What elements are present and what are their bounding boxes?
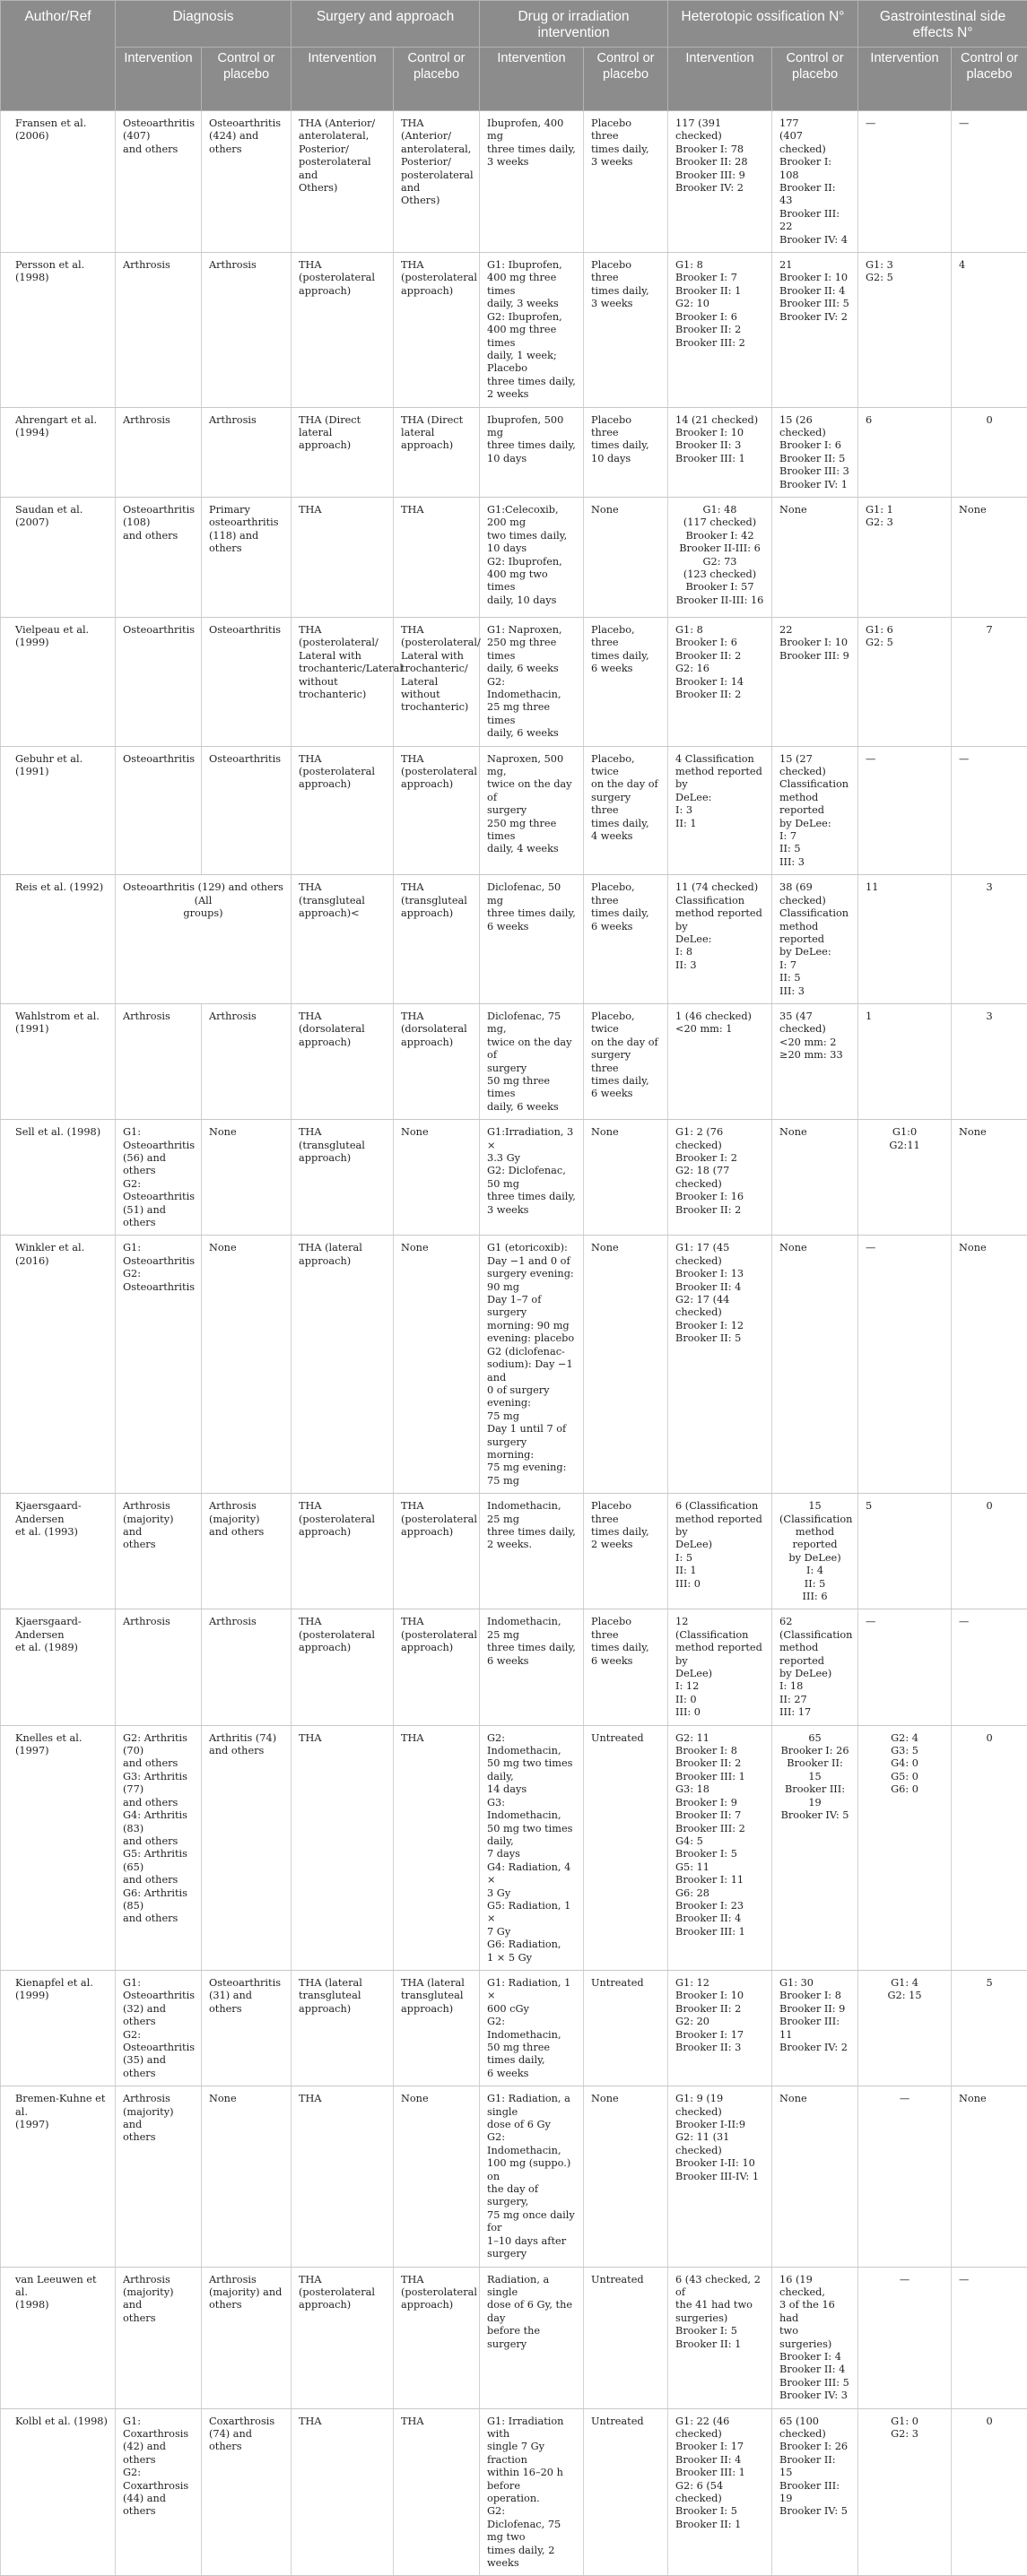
- table-cell: THA (posterolateral approach): [292, 1494, 394, 1609]
- table-row: [1, 1120, 1027, 1236]
- table-cell: 62 (Classification method reported by DeLee) I: 18 II: 27 III: 17: [772, 1609, 858, 1725]
- table-cell: Untreated: [584, 1970, 668, 2086]
- author-ref-cell: Persson et al. (1998): [1, 253, 116, 407]
- table-cell: Placebo three times daily, 3 weeks: [584, 111, 668, 253]
- table-cell: THA (dorsolateral approach): [292, 1003, 394, 1119]
- table-cell: 38 (69 checked) Classification method reported by DeLee: I: 7 II: 5 III: 3: [772, 875, 858, 1004]
- table-cell: Radiation, a single dose of 6 Gy, the day before the surgery: [480, 2267, 584, 2408]
- table-cell: Placebo, three times daily, 6 weeks: [584, 617, 668, 746]
- table-cell: —: [952, 746, 1027, 875]
- table-cell: 177 (407 checked) Brooker I: 108 Brooker II: 43 Brooker III: 22 Brooker IV: 4: [772, 111, 858, 253]
- header-subheader-cell: Control or placebo: [584, 48, 668, 111]
- table-cell: 4: [952, 253, 1027, 407]
- table-cell: THA: [394, 497, 480, 617]
- table-cell: Diclofenac, 50 mg three times daily, 6 weeks: [480, 875, 584, 1004]
- table-cell: G1:Irradiation, 3 × 3.3 Gy G2: Diclofenac, 50 mg three times daily, 3 weeks: [480, 1120, 584, 1236]
- author-ref-cell: Wahlstrom et al. (1991): [1, 1003, 116, 1119]
- table-cell: G1: 4 G2: 15: [858, 1970, 952, 2086]
- table-row: [1, 617, 1027, 746]
- table-cell: Arthrosis (majority) and others: [116, 2267, 202, 2408]
- table-cell: Placebo three times daily, 3 weeks: [584, 253, 668, 407]
- table-row: [1, 2408, 1027, 2576]
- table-row: [1, 1725, 1027, 1970]
- table-cell: 15 (26 checked) Brooker I: 6 Brooker II: 5 Brooker III: 3 Brooker IV: 1: [772, 407, 858, 497]
- header-group-cell: Heterotopic ossification N°: [668, 1, 858, 48]
- header-group-row: [1, 1, 1027, 48]
- author-ref-cell: Reis et al. (1992): [1, 875, 116, 1004]
- table-cell: 15 (27 checked) Classification method reported by DeLee: I: 7 II: 5 III: 3: [772, 746, 858, 875]
- table-cell: Arthrosis: [202, 253, 292, 407]
- table-cell: None: [584, 497, 668, 617]
- table-cell: G1: 0 G2: 3: [858, 2408, 952, 2576]
- table-cell: THA (posterolateral approach): [292, 253, 394, 407]
- table-cell: G1: 6 G2: 5: [858, 617, 952, 746]
- header-subheader-cell: Intervention: [116, 48, 202, 111]
- table-cell: None: [394, 1120, 480, 1236]
- table-cell: None: [772, 497, 858, 617]
- table-cell: THA (transgluteal approach): [292, 1120, 394, 1236]
- table-row: [1, 746, 1027, 875]
- header-subheader-cell: Control or placebo: [394, 48, 480, 111]
- table-cell: G1: Irradiation with single 7 Gy fraction within 16–20 h before operation. G2: Diclofenac, 75 mg two times daily, 2 weeks: [480, 2408, 584, 2576]
- author-ref-cell: Bremen-Kuhne et al. (1997): [1, 2086, 116, 2267]
- table-cell: G1: Osteoarthritis (32) and others G2: Osteoarthritis (35) and others: [116, 1970, 202, 2086]
- table-cell: THA: [394, 2408, 480, 2576]
- author-ref-cell: Sell et al. (1998): [1, 1120, 116, 1236]
- table-cell: THA (dorsolateral approach): [394, 1003, 480, 1119]
- table-cell: THA: [394, 1725, 480, 1970]
- table-cell: THA (posterolateral approach): [394, 253, 480, 407]
- table-cell: THA (lateral transgluteal approach): [394, 1970, 480, 2086]
- table-cell: —: [952, 111, 1027, 253]
- table-cell: Osteoarthritis: [116, 617, 202, 746]
- table-cell: THA (posterolateral approach): [292, 2267, 394, 2408]
- table-cell: Placebo, three times daily, 6 weeks: [584, 875, 668, 1004]
- table-cell: Arthrosis: [116, 1003, 202, 1119]
- table-cell: G2: 4 G3: 5 G4: 0 G5: 0 G6: 0: [858, 1725, 952, 1970]
- table-cell: Indomethacin, 25 mg three times daily, 6 weeks: [480, 1609, 584, 1725]
- table-cell: None: [202, 2086, 292, 2267]
- table-cell: Arthrosis: [116, 253, 202, 407]
- author-ref-cell: Gebuhr et al. (1991): [1, 746, 116, 875]
- header-subheader-row: [1, 48, 1027, 111]
- header-subheader-cell: Intervention: [858, 48, 952, 111]
- table-cell: G1: Osteoarthritis G2: Osteoarthritis: [116, 1236, 202, 1494]
- table-cell: None: [952, 1120, 1027, 1236]
- table-row: [1, 875, 1027, 1004]
- table-row: [1, 1003, 1027, 1119]
- table-row: [1, 1494, 1027, 1609]
- table-cell: None: [772, 1120, 858, 1236]
- table-cell: THA (lateral transgluteal approach): [292, 1970, 394, 2086]
- header-group-cell: Gastrointestinal side effects N°: [858, 1, 1027, 48]
- header-group-cell: Drug or irradiation intervention: [480, 1, 668, 48]
- table-cell: Arthrosis (majority) and others: [202, 1494, 292, 1609]
- table-cell: —: [858, 2086, 952, 2267]
- table-cell: THA (Anterior/ anterolateral, Posterior/ posterolateral and Others): [292, 111, 394, 253]
- table-cell: Diclofenac, 75 mg, twice on the day of surgery 50 mg three times daily, 6 weeks: [480, 1003, 584, 1119]
- author-ref-cell: Ahrengart et al. (1994): [1, 407, 116, 497]
- table-cell: 6: [858, 407, 952, 497]
- author-ref-cell: Winkler et al. (2016): [1, 1236, 116, 1494]
- table-cell: 21 Brooker I: 10 Brooker II: 4 Brooker III: 5 Brooker IV: 2: [772, 253, 858, 407]
- table-cell: Arthrosis: [202, 1003, 292, 1119]
- table-cell: THA (posterolateral/ Lateral with trochanteric/Lateral without trochanteric): [292, 617, 394, 746]
- table-cell: 12 (Classification method reported by DeLee) I: 12 II: 0 III: 0: [668, 1609, 772, 1725]
- table-cell: Indomethacin, 25 mg three times daily, 2 weeks.: [480, 1494, 584, 1609]
- table-cell: None: [584, 1120, 668, 1236]
- table-cell: Untreated: [584, 2408, 668, 2576]
- table-cell: Arthrosis (majority) and others: [202, 2267, 292, 2408]
- table-cell: Placebo three times daily, 10 days: [584, 407, 668, 497]
- table-cell: None: [202, 1236, 292, 1494]
- table-cell: 1: [858, 1003, 952, 1119]
- table-cell: —: [858, 1236, 952, 1494]
- author-ref-cell: Fransen et al. (2006): [1, 111, 116, 253]
- table-cell: Osteoarthritis: [202, 746, 292, 875]
- table-cell: 22 Brooker I: 10 Brooker III: 9: [772, 617, 858, 746]
- table-cell: THA (posterolateral approach): [394, 1609, 480, 1725]
- table-cell: 7: [952, 617, 1027, 746]
- table-cell: G1: Ibuprofen, 400 mg three times daily, 3 weeks G2: Ibuprofen, 400 mg three times daily, 1 week; Placebo three times daily, 2 weeks: [480, 253, 584, 407]
- header-subheader-cell: Intervention: [480, 48, 584, 111]
- table-body: [1, 111, 1027, 2576]
- table-cell: Naproxen, 500 mg, twice on the day of surgery 250 mg three times daily, 4 weeks: [480, 746, 584, 875]
- table-cell: Arthrosis: [116, 407, 202, 497]
- table-cell: THA (Direct lateral approach): [394, 407, 480, 497]
- author-ref-cell: Kienapfel et al. (1999): [1, 1970, 116, 2086]
- header-subheader-cell: Intervention: [292, 48, 394, 111]
- table-cell: None: [394, 1236, 480, 1494]
- author-ref-cell: Saudan et al. (2007): [1, 497, 116, 617]
- table-cell: Osteoarthritis (407) and others: [116, 111, 202, 253]
- table-cell: G1 (etoricoxib): Day −1 and 0 of surgery evening: 90 mg Day 1–7 of surgery morning: 90 mg evening: placebo G2 (diclofenac- sodium): Day −1 and 0 of surgery evening: 75 mg Day 1 until 7 of surgery morning: 75 mg evening: 75 mg: [480, 1236, 584, 1494]
- table-cell: None: [772, 2086, 858, 2267]
- table-cell: 0: [952, 407, 1027, 497]
- table-cell: Placebo, twice on the day of surgery three times daily, 4 weeks: [584, 746, 668, 875]
- table-cell: Ibuprofen, 400 mg three times daily, 3 weeks: [480, 111, 584, 253]
- table-cell: Osteoarthritis (108) and others: [116, 497, 202, 617]
- table-cell: Arthrosis: [202, 1609, 292, 1725]
- table-cell: 3: [952, 875, 1027, 1004]
- table-cell: Untreated: [584, 2267, 668, 2408]
- table-cell: None: [952, 1236, 1027, 1494]
- table-cell: G1: 8 Brooker I: 7 Brooker II: 1 G2: 10 Brooker I: 6 Brooker II: 2 Brooker III: 2: [668, 253, 772, 407]
- table-cell: 11 (74 checked) Classification method reported by DeLee: I: 8 II: 3: [668, 875, 772, 1004]
- table-cell: THA (Anterior/ anterolateral, Posterior/ posterolateral and Others): [394, 111, 480, 253]
- table-row: [1, 407, 1027, 497]
- table-cell: THA: [292, 497, 394, 617]
- header-group-cell: Surgery and approach: [292, 1, 480, 48]
- table-cell: Placebo three times daily, 6 weeks: [584, 1609, 668, 1725]
- table-row: [1, 1609, 1027, 1725]
- table-cell: 14 (21 checked) Brooker I: 10 Brooker II: 3 Brooker III: 1: [668, 407, 772, 497]
- table-cell: Coxarthrosis (74) and others: [202, 2408, 292, 2576]
- table-cell: THA (posterolateral approach): [394, 1494, 480, 1609]
- table-cell: G1: 8 Brooker I: 6 Brooker II: 2 G2: 16 Brooker I: 14 Brooker II: 2: [668, 617, 772, 746]
- table-cell: G2: 11 Brooker I: 8 Brooker II: 2 Brooker III: 1 G3: 18 Brooker I: 9 Brooker II: 7 Brooker III: 2 G4: 5 Brooker I: 5 G5: 11 Brooker I: 11 G6: 28 Brooker I: 23 Brooker II: 4 Brooker III: 1: [668, 1725, 772, 1970]
- author-ref-cell: Vielpeau et al. (1999): [1, 617, 116, 746]
- table-cell: THA: [292, 1725, 394, 1970]
- table-cell: 5: [858, 1494, 952, 1609]
- table-cell: Placebo three times daily, 2 weeks: [584, 1494, 668, 1609]
- table-cell: None: [772, 1236, 858, 1494]
- table-cell: THA (posterolateral approach): [394, 2267, 480, 2408]
- table-cell: None: [394, 2086, 480, 2267]
- table-cell: 15 (Classification method reported by DeLee) I: 4 II: 5 III: 6: [772, 1494, 858, 1609]
- header-subheader-cell: Intervention: [668, 48, 772, 111]
- table-cell: Placebo, twice on the day of surgery three times daily, 6 weeks: [584, 1003, 668, 1119]
- table-cell: 11: [858, 875, 952, 1004]
- table-cell: 65 Brooker I: 26 Brooker II: 15 Brooker III: 19 Brooker IV: 5: [772, 1725, 858, 1970]
- table-cell: 6 (Classification method reported by DeLee) I: 5 II: 1 III: 0: [668, 1494, 772, 1609]
- table-cell: —: [952, 1609, 1027, 1725]
- table-cell: 1 (46 checked) <20 mm: 1: [668, 1003, 772, 1119]
- table-cell: G1: 1 G2: 3: [858, 497, 952, 617]
- table-cell: Osteoarthritis (129) and others (All groups): [116, 875, 292, 1004]
- table-cell: Osteoarthritis: [202, 617, 292, 746]
- table-row: [1, 2086, 1027, 2267]
- table-cell: 16 (19 checked, 3 of the 16 had two surgeries) Brooker I: 4 Brooker II: 4 Brooker III: 5 Brooker IV: 3: [772, 2267, 858, 2408]
- table-cell: 4 Classification method reported by DeLee: I: 3 II: 1: [668, 746, 772, 875]
- table-cell: Primary osteoarthritis (118) and others: [202, 497, 292, 617]
- table-cell: G1: 2 (76 checked) Brooker I: 2 G2: 18 (77 checked) Brooker I: 16 Brooker II: 2: [668, 1120, 772, 1236]
- table-cell: G1: Radiation, a single dose of 6 Gy G2: Indomethacin, 100 mg (suppo.) on the day of surgery, 75 mg once daily for 1–10 days after surgery: [480, 2086, 584, 2267]
- author-ref-cell: Knelles et al. (1997): [1, 1725, 116, 1970]
- table-cell: Arthritis (74) and others: [202, 1725, 292, 1970]
- table-cell: —: [858, 1609, 952, 1725]
- table-row: [1, 111, 1027, 253]
- table-cell: THA (posterolateral approach): [394, 746, 480, 875]
- table-row: [1, 1970, 1027, 2086]
- table-cell: G1: Naproxen, 250 mg three times daily, 6 weeks G2: Indomethacin, 25 mg three times daily, 6 weeks: [480, 617, 584, 746]
- header-subheader-cell: Control or placebo: [772, 48, 858, 111]
- table-cell: G1: Radiation, 1 × 600 cGy G2: Indomethacin, 50 mg three times daily, 6 weeks: [480, 1970, 584, 2086]
- table-cell: THA (Direct lateral approach): [292, 407, 394, 497]
- table-cell: G1: Coxarthrosis (42) and others G2: Coxarthrosis (44) and others: [116, 2408, 202, 2576]
- table-cell: 6 (43 checked, 2 of the 41 had two surgeries) Brooker I: 5 Brooker II: 1: [668, 2267, 772, 2408]
- header-group-cell: Author/Ref: [1, 1, 116, 111]
- table-cell: Untreated: [584, 1725, 668, 1970]
- table-cell: THA (transgluteal approach)<: [292, 875, 394, 1004]
- table-cell: THA (posterolateral approach): [292, 1609, 394, 1725]
- table-cell: G1: 22 (46 checked) Brooker I: 17 Brooker II: 4 Brooker III: 1 G2: 6 (54 checked) Brooker I: 5 Brooker II: 1: [668, 2408, 772, 2576]
- table-row: [1, 253, 1027, 407]
- table-cell: Arthrosis (majority) and others: [116, 2086, 202, 2267]
- table-cell: G1: 12 Brooker I: 10 Brooker II: 2 G2: 20 Brooker I: 17 Brooker II: 3: [668, 1970, 772, 2086]
- table-cell: THA (posterolateral approach): [292, 746, 394, 875]
- table-cell: Arthrosis: [116, 1609, 202, 1725]
- table-cell: G1:Celecoxib, 200 mg two times daily, 10 days G2: Ibuprofen, 400 mg two times daily, 10 days: [480, 497, 584, 617]
- table-cell: Osteoarthritis (31) and others: [202, 1970, 292, 2086]
- table-cell: G1:0 G2:11: [858, 1120, 952, 1236]
- author-ref-cell: Kjaersgaard-Andersen et al. (1993): [1, 1494, 116, 1609]
- table-cell: —: [858, 2267, 952, 2408]
- author-ref-cell: Kolbl et al. (1998): [1, 2408, 116, 2576]
- author-ref-cell: Kjaersgaard-Andersen et al. (1989): [1, 1609, 116, 1725]
- table-cell: 65 (100 checked) Brooker I: 26 Brooker II: 15 Brooker III: 19 Brooker IV: 5: [772, 2408, 858, 2576]
- table-cell: None: [952, 497, 1027, 617]
- table-cell: 0: [952, 1494, 1027, 1609]
- table-cell: G1: 3 G2: 5: [858, 253, 952, 407]
- table-cell: G1: 17 (45 checked) Brooker I: 13 Brooker II: 4 G2: 17 (44 checked) Brooker I: 12 Brooker II: 5: [668, 1236, 772, 1494]
- table-cell: G1: 48 (117 checked) Brooker I: 42 Brooker II-III: 6 G2: 73 (123 checked) Brooker I: 57 Brooker II-III: 16: [668, 497, 772, 617]
- header-subheader-cell: Control or placebo: [202, 48, 292, 111]
- table-cell: G2: Arthritis (70) and others G3: Arthritis (77) and others G4: Arthritis (83) and others G5: Arthritis (65) and others G6: Arthritis (85) and others: [116, 1725, 202, 1970]
- table-cell: THA: [292, 2408, 394, 2576]
- table-cell: THA (lateral approach): [292, 1236, 394, 1494]
- table-cell: Osteoarthritis (424) and others: [202, 111, 292, 253]
- table-cell: 3: [952, 1003, 1027, 1119]
- table-header: [1, 1, 1027, 111]
- author-ref-cell: van Leeuwen et al. (1998): [1, 2267, 116, 2408]
- table-cell: Osteoarthritis: [116, 746, 202, 875]
- header-subheader-cell: Control or placebo: [952, 48, 1027, 111]
- table-row: [1, 1236, 1027, 1494]
- table-cell: None: [584, 2086, 668, 2267]
- table-cell: G2: Indomethacin, 50 mg two times daily, 14 days G3: Indomethacin, 50 mg two times daily, 7 days G4: Radiation, 4 × 3 Gy G5: Radiation, 1 × 7 Gy G6: Radiation, 1 × 5 Gy: [480, 1725, 584, 1970]
- table-cell: G1: 9 (19 checked) Brooker I-II:9 G2: 11 (31 checked) Brooker I-II: 10 Brooker III-IV: 1: [668, 2086, 772, 2267]
- table-cell: None: [584, 1236, 668, 1494]
- table-cell: 0: [952, 2408, 1027, 2576]
- table-cell: G1: Osteoarthritis (56) and others G2: Osteoarthritis (51) and others: [116, 1120, 202, 1236]
- table-cell: —: [858, 746, 952, 875]
- table-cell: 117 (391 checked) Brooker I: 78 Brooker II: 28 Brooker III: 9 Brooker IV: 2: [668, 111, 772, 253]
- table-cell: 35 (47 checked) <20 mm: 2 ≥20 mm: 33: [772, 1003, 858, 1119]
- table-cell: Arthrosis (majority) and others: [116, 1494, 202, 1609]
- table-cell: None: [202, 1120, 292, 1236]
- table-cell: Ibuprofen, 500 mg three times daily, 10 days: [480, 407, 584, 497]
- table-cell: THA (posterolateral/ Lateral with trochanteric/ Lateral without trochanteric): [394, 617, 480, 746]
- table-cell: THA: [292, 2086, 394, 2267]
- table-cell: 5: [952, 1970, 1027, 2086]
- table-row: [1, 2267, 1027, 2408]
- header-group-cell: Diagnosis: [116, 1, 292, 48]
- table-cell: —: [952, 2267, 1027, 2408]
- table-cell: THA (transgluteal approach): [394, 875, 480, 1004]
- table-row: [1, 497, 1027, 617]
- table-cell: 0: [952, 1725, 1027, 1970]
- table-cell: None: [952, 2086, 1027, 2267]
- table-cell: G1: 30 Brooker I: 8 Brooker II: 9 Brooker III: 11 Brooker IV: 2: [772, 1970, 858, 2086]
- table-cell: Arthrosis: [202, 407, 292, 497]
- table-cell: —: [858, 111, 952, 253]
